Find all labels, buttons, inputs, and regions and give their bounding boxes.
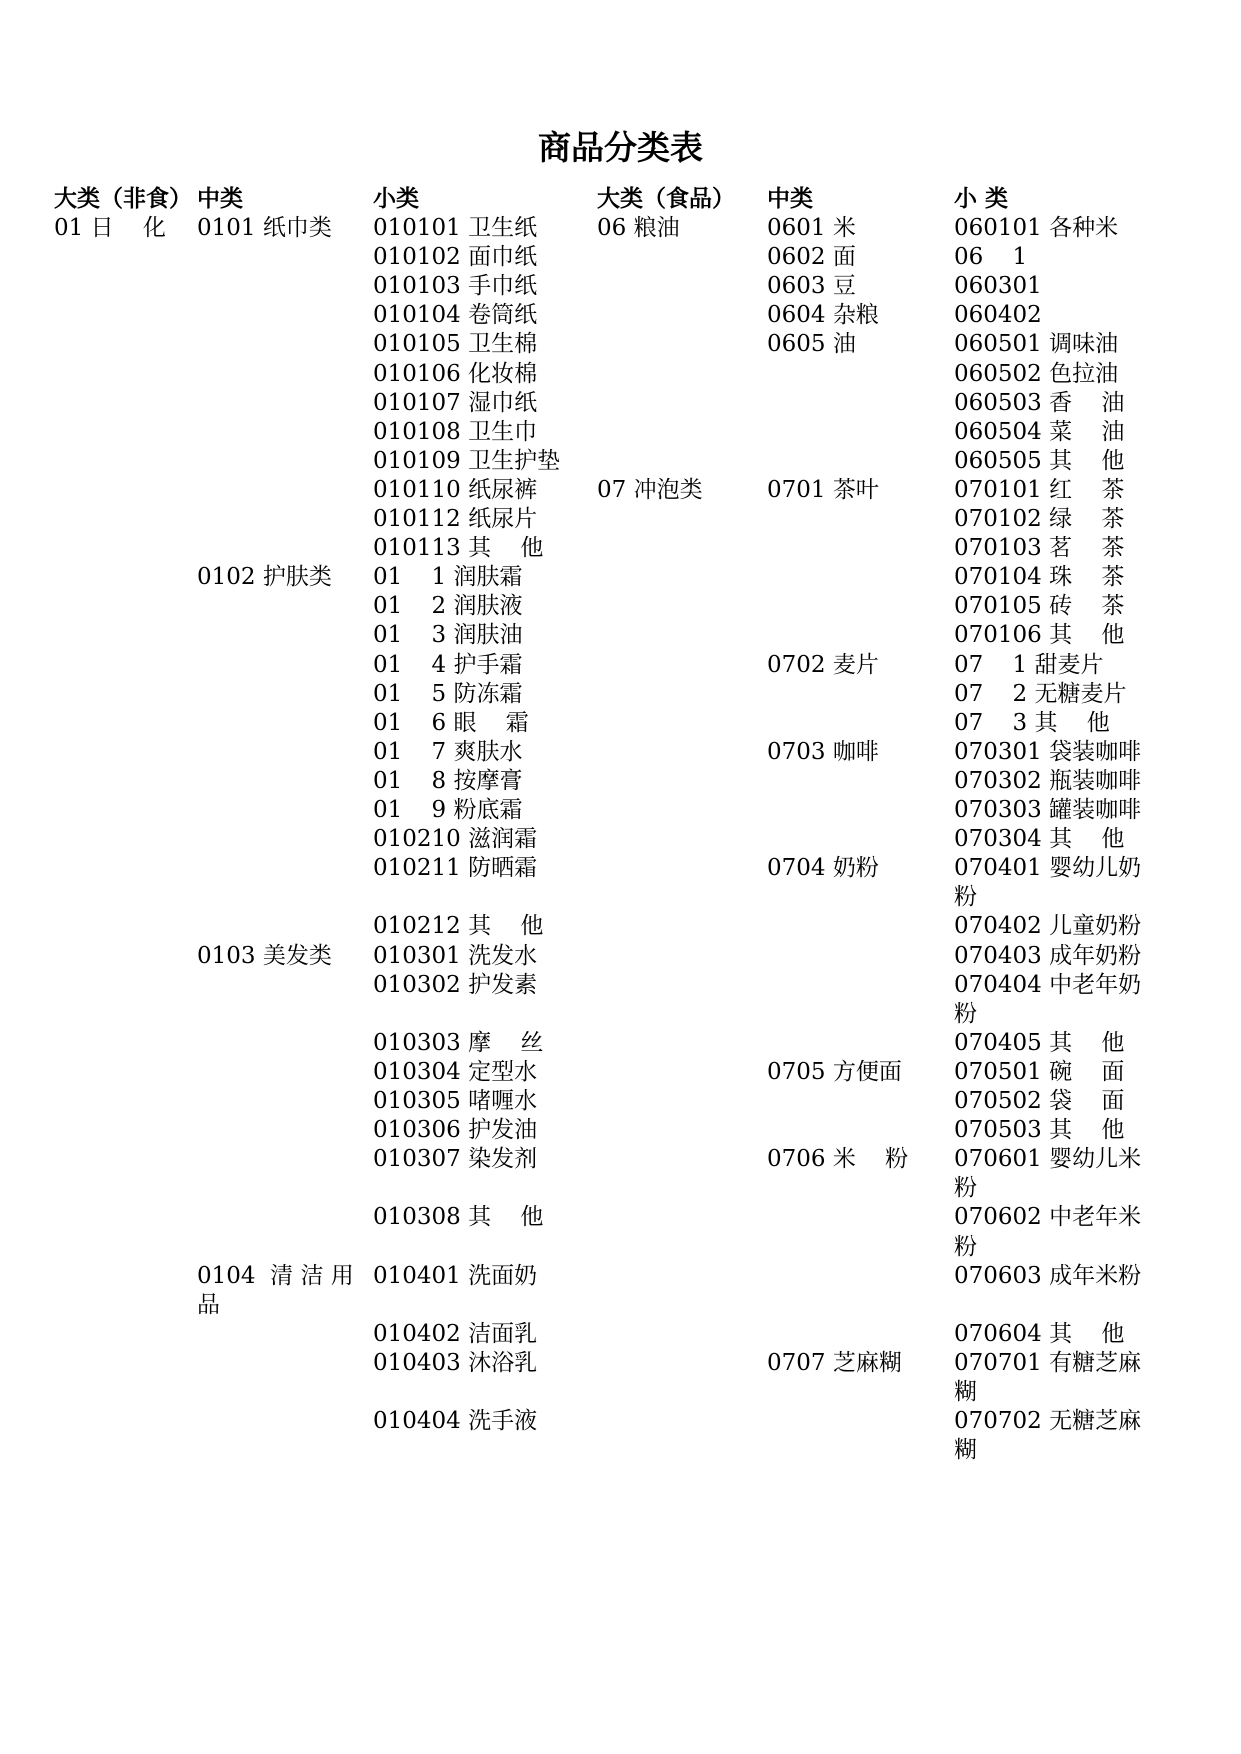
cell-sub-category: 010108 卫生巾 bbox=[373, 418, 538, 445]
cell-sub-category-food: 070105 砖 茶 bbox=[954, 593, 1125, 620]
cell-sub-category: 010303 摩 丝 bbox=[373, 1029, 544, 1056]
table-row bbox=[0, 910, 1241, 942]
cell-sub-category-food: 07 3 其 他 bbox=[954, 709, 1110, 736]
table-row bbox=[0, 619, 1241, 651]
cell-sub-category-food: 060502 色拉油 bbox=[954, 360, 1119, 387]
cell-sub-category-food: 070602 中老年米 bbox=[954, 1204, 1142, 1231]
cell-sub-category: 01 8 按摩膏 bbox=[373, 767, 523, 794]
cell-mid-category-food: 0706 米 粉 bbox=[767, 1146, 909, 1173]
cell-mid-category-food: 0605 油 bbox=[767, 331, 856, 358]
table-row bbox=[0, 1347, 1241, 1379]
cell-sub-category-food: 060402 bbox=[954, 302, 1042, 329]
table-row bbox=[0, 823, 1241, 855]
cell-sub-category: 010102 面巾纸 bbox=[373, 244, 538, 271]
cell-mid-category-food: 0704 奶粉 bbox=[767, 855, 879, 882]
cell-sub-category: 01 7 爽肤水 bbox=[373, 738, 523, 765]
cell-sub-category-food: 070404 中老年奶 bbox=[954, 971, 1142, 998]
table-row bbox=[0, 416, 1241, 448]
cell-sub-category-food: 060501 调味油 bbox=[954, 331, 1119, 358]
header-mid-category-food: 中类 bbox=[767, 185, 813, 212]
cell-sub-category-food: 070503 其 他 bbox=[954, 1117, 1125, 1144]
table-row bbox=[0, 765, 1241, 797]
cell-sub-category: 010306 护发油 bbox=[373, 1117, 538, 1144]
cell-sub-category: 010304 定型水 bbox=[373, 1058, 538, 1085]
cell-sub-category-food: 070303 罐装咖啡 bbox=[954, 797, 1142, 823]
table-row bbox=[0, 503, 1241, 535]
table-row bbox=[0, 794, 1241, 826]
cell-mid-category-food: 0702 麦片 bbox=[767, 651, 879, 678]
cell-mid-category-food: 0703 咖啡 bbox=[767, 738, 879, 765]
cell-sub-category-food: 070601 婴幼儿米 bbox=[954, 1146, 1142, 1173]
header-major-category-nonfood: 大类（非食） bbox=[54, 185, 192, 212]
cell-sub-category-food: 070702 无糖芝麻 bbox=[954, 1408, 1142, 1435]
cell-sub-category-food: 070104 珠 茶 bbox=[954, 564, 1125, 591]
cell-mid-category-food: 0701 茶叶 bbox=[767, 476, 879, 503]
cell-sub-category: 01 1 润肤霜 bbox=[373, 564, 523, 591]
cell-sub-category-food: 070101 红 茶 bbox=[954, 476, 1125, 503]
cell-sub-category: 010105 卫生棉 bbox=[373, 331, 538, 358]
table-row bbox=[0, 1405, 1241, 1437]
cell-sub-category-food: 070501 碗 面 bbox=[954, 1058, 1125, 1085]
table-row bbox=[0, 940, 1241, 972]
cell-sub-category: 010302 护发素 bbox=[373, 971, 538, 998]
cell-sub-category: 010104 卷筒纸 bbox=[373, 302, 538, 329]
table-row bbox=[0, 649, 1241, 681]
cell-sub-category-food: 060504 菜 油 bbox=[954, 418, 1125, 445]
cell-sub-category-food: 070603 成年米粉 bbox=[954, 1262, 1142, 1289]
table-row bbox=[0, 328, 1241, 360]
cell-sub-category: 01 9 粉底霜 bbox=[373, 797, 523, 823]
cell-sub-category-food: 070402 儿童奶粉 bbox=[954, 913, 1142, 940]
table-row bbox=[0, 532, 1241, 564]
cell-sub-category: 010403 沐浴乳 bbox=[373, 1349, 538, 1376]
cell-sub-category-food: 070304 其 他 bbox=[954, 826, 1125, 853]
cell-mid-category: 品 bbox=[197, 1291, 220, 1318]
cell-sub-category-food: 070604 其 他 bbox=[954, 1320, 1125, 1347]
header-major-category-food: 大类（食品） bbox=[597, 185, 735, 212]
cell-sub-category-food: 糊 bbox=[954, 1379, 977, 1405]
cell-mid-category-food: 0707 芝麻糊 bbox=[767, 1349, 902, 1376]
table-row bbox=[0, 241, 1241, 273]
cell-sub-category-food: 粉 bbox=[954, 1233, 977, 1260]
table-row bbox=[0, 299, 1241, 331]
cell-sub-category-food: 060101 各种米 bbox=[954, 215, 1119, 241]
cell-sub-category-food: 糊 bbox=[954, 1437, 977, 1464]
table-row bbox=[0, 358, 1241, 390]
table-row bbox=[0, 1143, 1241, 1175]
cell-sub-category-food: 粉 bbox=[954, 1000, 977, 1027]
cell-sub-category: 010212 其 他 bbox=[373, 913, 544, 940]
cell-sub-category-food: 070701 有糖芝麻 bbox=[954, 1349, 1142, 1376]
cell-sub-category: 01 4 护手霜 bbox=[373, 651, 523, 678]
table-row bbox=[0, 1085, 1241, 1117]
cell-sub-category-food: 070103 茗 茶 bbox=[954, 535, 1125, 562]
cell-major-category-nonfood: 01 日 化 bbox=[54, 215, 166, 241]
cell-mid-category-food: 0601 米 bbox=[767, 215, 856, 241]
cell-sub-category-food: 06 1 bbox=[954, 244, 1028, 271]
table-row bbox=[0, 707, 1241, 739]
cell-sub-category: 010113 其 他 bbox=[373, 535, 544, 562]
table-row bbox=[0, 678, 1241, 710]
page-title: 商品分类表 bbox=[538, 128, 703, 167]
cell-mid-category-food: 0705 方便面 bbox=[767, 1058, 902, 1085]
cell-sub-category: 010308 其 他 bbox=[373, 1204, 544, 1231]
table-row bbox=[0, 1027, 1241, 1059]
table-row bbox=[0, 969, 1241, 1001]
cell-sub-category: 01 5 防冻霜 bbox=[373, 680, 523, 707]
table-row bbox=[0, 212, 1241, 244]
cell-mid-category: 0101 纸巾类 bbox=[197, 215, 332, 241]
table-row bbox=[0, 881, 1241, 913]
cell-sub-category: 010404 洗手液 bbox=[373, 1408, 538, 1435]
cell-sub-category-food: 070502 袋 面 bbox=[954, 1088, 1125, 1114]
table-row bbox=[0, 1434, 1241, 1466]
table-row bbox=[0, 1376, 1241, 1408]
cell-sub-category: 01 2 润肤液 bbox=[373, 593, 523, 620]
table-row bbox=[0, 1114, 1241, 1146]
cell-sub-category: 010109 卫生护垫 bbox=[373, 447, 561, 474]
header-mid-category: 中类 bbox=[197, 185, 243, 212]
header-sub-category-food: 小 类 bbox=[954, 185, 1009, 212]
cell-sub-category-food: 060301 bbox=[954, 273, 1042, 300]
cell-mid-category: 0102 护肤类 bbox=[197, 564, 332, 591]
cell-sub-category: 010210 滋润霜 bbox=[373, 826, 538, 853]
cell-sub-category-food: 070106 其 他 bbox=[954, 622, 1125, 649]
cell-sub-category: 010211 防晒霜 bbox=[373, 855, 538, 882]
cell-sub-category: 01 3 润肤油 bbox=[373, 622, 523, 649]
table-row bbox=[0, 1172, 1241, 1204]
cell-sub-category: 010106 化妆棉 bbox=[373, 360, 538, 387]
cell-mid-category: 0104 清 洁 用 bbox=[197, 1262, 354, 1289]
table-row bbox=[0, 1260, 1241, 1292]
cell-sub-category-food: 07 1 甜麦片 bbox=[954, 651, 1104, 678]
cell-major-category-food: 06 粮油 bbox=[597, 215, 680, 241]
cell-sub-category-food: 粉 bbox=[954, 1175, 977, 1202]
cell-sub-category-food: 070403 成年奶粉 bbox=[954, 942, 1142, 969]
table-row bbox=[0, 474, 1241, 506]
cell-sub-category-food: 粉 bbox=[954, 884, 977, 911]
cell-sub-category: 010401 洗面奶 bbox=[373, 1262, 538, 1289]
table-row bbox=[0, 998, 1241, 1030]
table-row bbox=[0, 1318, 1241, 1350]
cell-sub-category: 010110 纸尿裤 bbox=[373, 476, 538, 503]
table-row bbox=[0, 1056, 1241, 1088]
table-row bbox=[0, 852, 1241, 884]
table-row bbox=[0, 590, 1241, 622]
table-row bbox=[0, 561, 1241, 593]
cell-mid-category-food: 0603 豆 bbox=[767, 273, 856, 300]
cell-sub-category: 010307 染发剂 bbox=[373, 1146, 538, 1173]
cell-mid-category: 0103 美发类 bbox=[197, 942, 332, 969]
cell-sub-category-food: 070302 瓶装咖啡 bbox=[954, 767, 1142, 794]
cell-sub-category-food: 070405 其 他 bbox=[954, 1029, 1125, 1056]
table-row bbox=[0, 1289, 1241, 1321]
table-row bbox=[0, 1231, 1241, 1263]
cell-sub-category-food: 070401 婴幼儿奶 bbox=[954, 855, 1142, 882]
cell-sub-category-food: 060503 香 油 bbox=[954, 389, 1125, 416]
cell-major-category-food: 07 冲泡类 bbox=[597, 476, 703, 503]
cell-sub-category-food: 07 2 无糖麦片 bbox=[954, 680, 1127, 707]
cell-sub-category: 010305 啫喱水 bbox=[373, 1088, 538, 1114]
table-row bbox=[0, 736, 1241, 768]
table-row bbox=[0, 270, 1241, 302]
table-row bbox=[0, 1201, 1241, 1233]
cell-sub-category: 010301 洗发水 bbox=[373, 942, 538, 969]
cell-sub-category: 010107 湿巾纸 bbox=[373, 389, 538, 416]
cell-mid-category-food: 0602 面 bbox=[767, 244, 856, 271]
cell-sub-category: 010101 卫生纸 bbox=[373, 215, 538, 241]
cell-sub-category-food: 070301 袋装咖啡 bbox=[954, 738, 1142, 765]
cell-sub-category-food: 070102 绿 茶 bbox=[954, 506, 1125, 532]
header-sub-category: 小类 bbox=[373, 185, 419, 212]
cell-sub-category: 010402 洁面乳 bbox=[373, 1320, 538, 1347]
table-row bbox=[0, 387, 1241, 419]
cell-sub-category: 01 6 眼 霜 bbox=[373, 709, 529, 736]
cell-sub-category: 010103 手巾纸 bbox=[373, 273, 538, 300]
cell-sub-category-food: 060505 其 他 bbox=[954, 447, 1125, 474]
table-row bbox=[0, 445, 1241, 477]
cell-mid-category-food: 0604 杂粮 bbox=[767, 302, 879, 329]
cell-sub-category: 010112 纸尿片 bbox=[373, 506, 538, 532]
